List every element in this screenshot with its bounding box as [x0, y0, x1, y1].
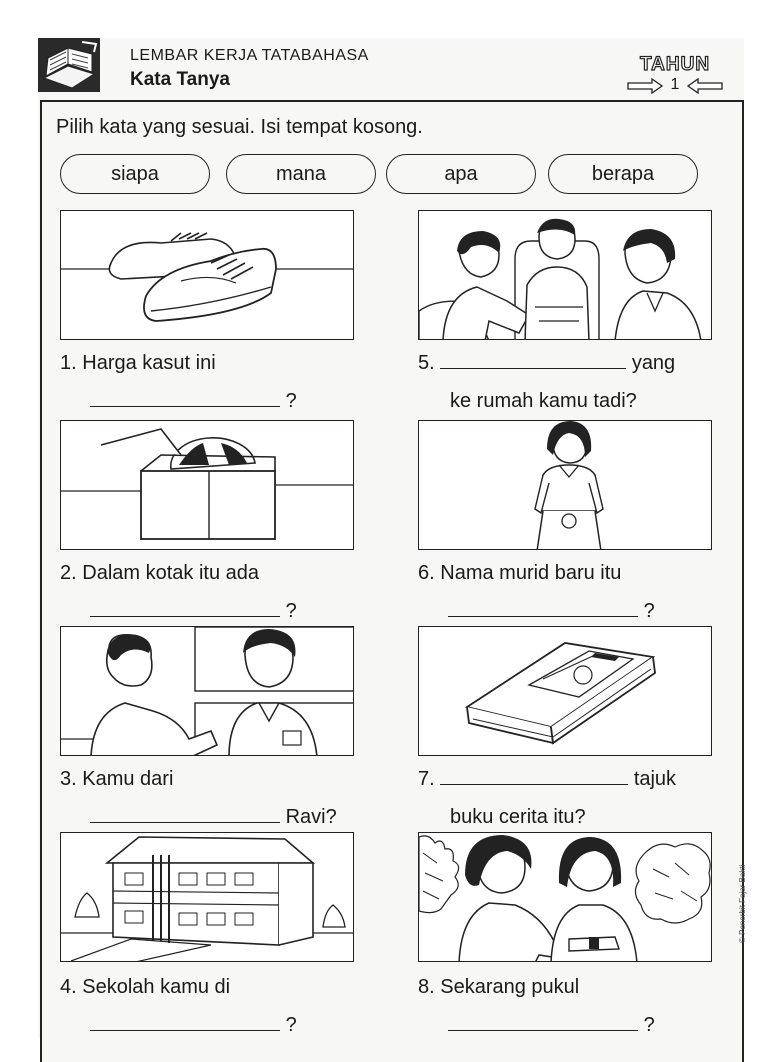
question-7-text: buku cerita itu? [450, 806, 586, 828]
picture-storybook [418, 626, 712, 756]
question-3-end: Ravi? [285, 806, 337, 828]
question-4-text: Sekolah kamu di [82, 976, 231, 998]
question-2-line2 [90, 600, 297, 623]
question-2-answer-blank[interactable] [90, 602, 280, 617]
question-6-line2 [448, 600, 655, 623]
question-5-number: 5. [418, 352, 435, 374]
open-book-logo-icon [38, 38, 100, 92]
question-5-text: ke rumah kamu tadi? [450, 390, 637, 412]
question-4-end: ? [285, 1014, 297, 1036]
question-2-end: ? [285, 600, 297, 622]
publisher-credit: © Penerbit Fajar Bakti [738, 864, 747, 943]
question-5-text-after: yang [631, 352, 676, 374]
question-6-end: ? [643, 600, 655, 622]
question-5-answer-blank[interactable] [440, 354, 626, 369]
box-with-ball-illustration [61, 421, 354, 550]
instruction-text: Pilih kata yang sesuai. Isi tempat kosong. [56, 116, 423, 138]
picture-visitors [418, 210, 712, 340]
school-building-illustration [61, 833, 354, 962]
question-2-line1 [60, 562, 259, 585]
question-3-number: 3. [60, 768, 77, 790]
question-6-line1 [418, 562, 621, 585]
question-4-line1 [60, 976, 230, 999]
question-4-number: 4. [60, 976, 77, 998]
picture-checking-watch [418, 832, 712, 962]
worksheet [38, 38, 747, 1038]
question-7-answer-blank[interactable] [440, 770, 628, 785]
question-6-text: Nama murid baru itu [440, 562, 622, 584]
question-3-text: Kamu dari [82, 768, 174, 790]
question-7-text-after: tajuk [633, 768, 677, 790]
level-number: 1 [670, 76, 680, 93]
level-badge [626, 54, 724, 94]
worksheet-title: LEMBAR KERJA TATABAHASA [130, 47, 369, 64]
question-3-answer-blank[interactable] [90, 808, 280, 823]
word-choice-siapa: siapa [60, 154, 210, 194]
question-1-end: ? [285, 390, 297, 412]
question-1-answer-blank[interactable] [90, 392, 280, 407]
word-choice-apa: apa [386, 154, 536, 194]
question-1-number: 1. [60, 352, 77, 374]
question-6-number: 6. [418, 562, 435, 584]
question-3-line2 [90, 806, 337, 829]
picture-new-student [418, 420, 712, 550]
level-word: TAHUN [639, 54, 711, 75]
question-8-end: ? [643, 1014, 655, 1036]
question-7-line2 [450, 806, 586, 829]
word-choice-berapa: berapa [548, 154, 698, 194]
storybook-illustration [419, 627, 712, 756]
question-8-line1 [418, 976, 579, 999]
shoes-illustration [61, 211, 354, 340]
question-1-text: Harga kasut ini [82, 352, 216, 374]
picture-shoes [60, 210, 354, 340]
new-student-girl-illustration [419, 421, 712, 550]
question-8-text: Sekarang pukul [440, 976, 580, 998]
question-1-line2 [90, 390, 297, 413]
question-2-text: Dalam kotak itu ada [82, 562, 260, 584]
worksheet-topic: Kata Tanya [130, 69, 230, 90]
visitors-illustration [419, 211, 712, 340]
question-5-line1 [418, 352, 675, 375]
picture-school [60, 832, 354, 962]
question-2-number: 2. [60, 562, 77, 584]
question-8-line2 [448, 1014, 655, 1037]
worksheet-header [38, 38, 744, 100]
question-6-answer-blank[interactable] [448, 602, 638, 617]
picture-two-boys [60, 626, 354, 756]
question-3-line1 [60, 768, 173, 791]
exercise-frame [40, 100, 744, 1062]
question-8-number: 8. [418, 976, 435, 998]
question-7-number: 7. [418, 768, 435, 790]
question-7-line1 [418, 768, 676, 791]
two-boys-illustration [61, 627, 354, 756]
question-5-line2 [450, 390, 637, 413]
question-4-line2 [90, 1014, 297, 1037]
picture-box [60, 420, 354, 550]
word-choice-mana: mana [226, 154, 376, 194]
checking-watch-illustration [419, 833, 712, 962]
question-1-line1 [60, 352, 216, 375]
